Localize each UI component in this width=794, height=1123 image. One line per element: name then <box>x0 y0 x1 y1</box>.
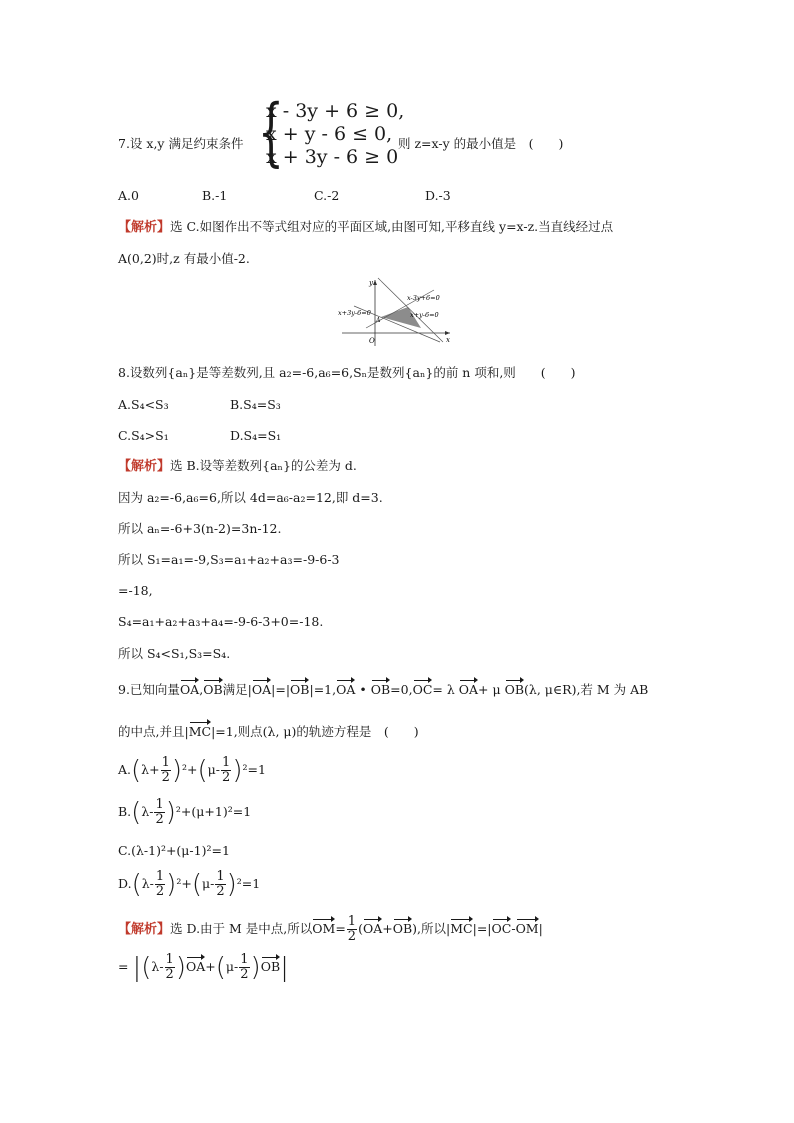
q9-stem-line-1: 9.已知向量OA,OB满足|OA|=|OB|=1,OA • OB=0,OC= λ OA+ μ OB(λ, μ∈R),若 M 为 AB <box>118 682 649 697</box>
q7-option-b: B.-1 <box>202 188 228 203</box>
q8-solution-7: 所以 S₄<S₁,S₃=S₄. <box>118 646 231 661</box>
fig-y-label: y <box>369 279 373 287</box>
q9-option-d: D.(λ- $\frac{1}{2}$ )²+(μ- $\frac{1}{2}$ )²=1 <box>118 869 261 900</box>
q8-option-a: A.S₄<S₃ <box>118 397 169 412</box>
q9-solution-line-2: = |(λ- $\frac{1}{2}$ )OA+(μ- $\frac{1}{2}$ )OB| <box>118 952 289 983</box>
q8-solution-5: =-18, <box>118 583 153 598</box>
q8-jiexi-label: 【解析】 <box>118 459 171 474</box>
q7-constraint-3: x + 3y - 6 ≥ 0 <box>266 146 399 168</box>
vector-mc: MC <box>188 724 212 739</box>
vector-oc: OC <box>412 682 433 697</box>
fig-line-label-2: x+y-6=0 <box>410 311 439 319</box>
q7-jiexi-label: 【解析】 <box>118 220 171 235</box>
q7-constraint-1: x - 3y + 6 ≥ 0, <box>266 100 405 122</box>
q9-solution-line-1: 【解析】选 D.由于 M 是中点,所以OM= $\frac{1}{2}$ (OA+OB),所以|MC|=|OC-OM| <box>118 914 543 944</box>
q9-jiexi-label: 【解析】 <box>118 922 171 937</box>
q8-solution-4: 所以 S₁=a₁=-9,S₃=a₁+a₂+a₃=-9-6-3 <box>118 552 340 567</box>
q7-option-a: A.0 <box>118 188 139 203</box>
q9-option-b: B.(λ- $\frac{1}{2}$ )²+(μ+1)²=1 <box>118 797 252 828</box>
q8-option-d: D.S₄=S₁ <box>230 428 282 443</box>
q9-option-a: A.(λ+ $\frac{1}{2}$ )²+(μ- $\frac{1}{2}$ )²=1 <box>118 755 266 786</box>
fig-line-label-3: x+3y-6=0 <box>338 309 371 317</box>
q8-stem: 8.设数列{aₙ}是等差数列,且 a₂=-6,a₆=6,Sₙ是数列{aₙ}的前 n 项和,则 ( ) <box>118 365 576 380</box>
q7-option-c: C.-2 <box>314 188 340 203</box>
q9-option-c: C.(λ-1)²+(μ-1)²=1 <box>118 843 230 858</box>
fig-x-label: x <box>446 336 450 344</box>
vector-om: OM <box>312 921 336 936</box>
fig-origin-label: O <box>369 337 375 345</box>
q7-solution-line-2: A(0,2)时,z 有最小值-2. <box>118 251 250 266</box>
q8-solution-6: S₄=a₁+a₂+a₃+a₄=-9-6-3+0=-18. <box>118 614 324 629</box>
q9-stem-line-2: 的中点,并且|MC|=1,则点(λ, μ)的轨迹方程是 ( ) <box>118 724 419 739</box>
q8-option-c: C.S₄>S₁ <box>118 428 169 443</box>
q7-brace: { <box>258 89 284 175</box>
vector-oa: OA <box>179 682 200 697</box>
vector-ob: OB <box>203 682 223 697</box>
q7-stem-pre: 7.设 x,y 满足约束条件 <box>118 136 244 151</box>
q7-feasible-region-figure <box>338 276 454 348</box>
q8-solution-3: 所以 aₙ=-6+3(n-2)=3n-12. <box>118 521 282 536</box>
q7-stem-post: 则 z=x-y 的最小值是 ( ) <box>398 136 564 151</box>
q7-option-d: D.-3 <box>425 188 451 203</box>
q8-solution-2: 因为 a₂=-6,a₆=6,所以 4d=a₆-a₂=12,即 d=3. <box>118 490 383 505</box>
q7-solution-line-1: 选 C.如图作出不等式组对应的平面区域,由图可知,平移直线 y=x-z.当直线经过点 <box>170 219 614 234</box>
fig-point-a-label: A <box>376 317 381 324</box>
q8-option-b: B.S₄=S₃ <box>230 397 281 412</box>
line-x+y-6 <box>378 278 443 342</box>
q8-solution-1: 选 B.设等差数列{aₙ}的公差为 d. <box>170 458 357 473</box>
fig-line-label-1: x-3y+6=0 <box>407 294 440 302</box>
q7-constraint-2: x + y - 6 ≤ 0, <box>266 123 393 145</box>
